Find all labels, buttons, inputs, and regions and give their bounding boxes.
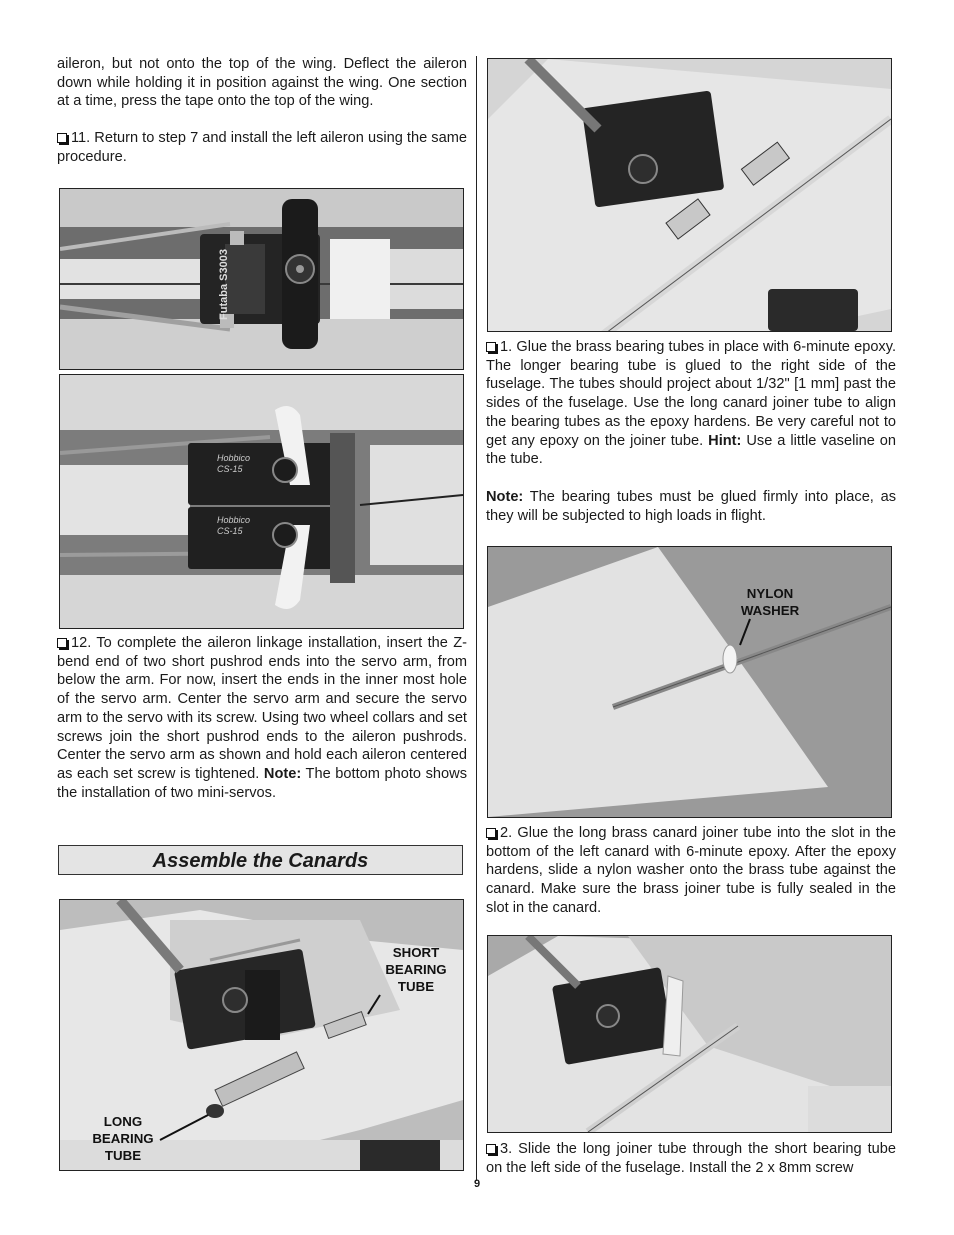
canard-step-3-text: 3. Slide the long joiner tube through the short bearing tube on the left side of the fuselage. Install the 2 x 8mm screw: [486, 1141, 896, 1176]
canard-step-2-text: 2. Glue the long brass canard joiner tube into the slot in the bottom of the left canard with 6-minute epoxy. After the epoxy hardens, slide a nylon washer onto the brass tube against the canard. Make sure the brass joiner tube is fully sealed in the slot in the canard.: [486, 825, 896, 916]
note-label: Note:: [263, 765, 302, 782]
canard-step-3: [486, 1140, 896, 1177]
note-label: Note:: [486, 489, 524, 505]
page-number: 9: [473, 1178, 481, 1190]
step-12: [57, 634, 467, 802]
photo-canard-installed: [487, 935, 892, 1133]
photo-joiner-tube-alignment: [487, 58, 892, 332]
checkbox-icon[interactable]: [486, 342, 496, 352]
nylon-washer-label: NYLON WASHER: [740, 586, 800, 618]
step-11-text: 11. Return to step 7 and install the left aileron using the same procedure.: [57, 130, 467, 165]
paragraph-aileron-continued: aileron, but not onto the top of the wing. Deflect the aileron down while holding it in position against the wing. One section at a time, press the tape onto the top of the wing.: [57, 56, 467, 110]
canard-step-1-note: [486, 488, 896, 525]
mini-servo-label-top: Hobbico CS-15: [217, 453, 251, 474]
section-title: Assemble the Canards: [58, 845, 463, 875]
photo-bearing-tubes: [59, 899, 464, 1171]
photo-mini-servos: [59, 374, 464, 629]
photo-servo-installed: [59, 188, 464, 370]
canard-step-2: [486, 824, 896, 918]
long-bearing-tube-label: LONG BEARING TUBE: [92, 1114, 154, 1163]
canard-step-1: [486, 338, 896, 469]
column-divider: [476, 56, 477, 1181]
checkbox-icon[interactable]: [57, 133, 67, 143]
servo-label-futaba: Futaba S3003: [218, 249, 230, 320]
photo-canard-nylon-washer: [487, 546, 892, 818]
step-11: [57, 129, 467, 166]
checkbox-icon[interactable]: [486, 828, 496, 838]
step-12-text: 12. To complete the aileron linkage installation, insert the Z-bend end of two short pushrod ends into the servo arm, from below the arm. For now, insert the ends in the inner most hole of the servo arm. Center the servo arm and secure the servo arm to the servo with its screw. Using two wheel collars and set screws join the short pushrod ends to the aileron pushrods. Center the servo arm as shown and hold each aileron centered as each set screw is tightened.: [57, 635, 467, 782]
short-bearing-tube-label: SHORT BEARING TUBE: [385, 945, 447, 994]
hint-label: Hint:: [708, 432, 742, 449]
note-text: The bottom photo shows the installation of two mini-servos.: [57, 765, 467, 801]
checkbox-icon[interactable]: [486, 1144, 496, 1154]
mini-servo-label-bottom: Hobbico CS-15: [217, 515, 251, 536]
checkbox-icon[interactable]: [57, 638, 67, 648]
canard-step-1-text: 1. Glue the brass bearing tubes in place with 6-minute epoxy. The longer bearing tube is glued to the right side of the fuselage. The tubes should project about 1/32" [1 mm] past the sides of the fuselage. Use the long canard joiner tube to align the bearing tubes as the epoxy hardens. Be very careful not to get any epoxy on the joiner tube.: [486, 339, 896, 449]
hint-text: Use a little vaseline on the tube.: [486, 432, 897, 468]
note-text: The bearing tubes must be glued firmly into place, as they will be subjected to high loads in flight.: [486, 489, 896, 524]
